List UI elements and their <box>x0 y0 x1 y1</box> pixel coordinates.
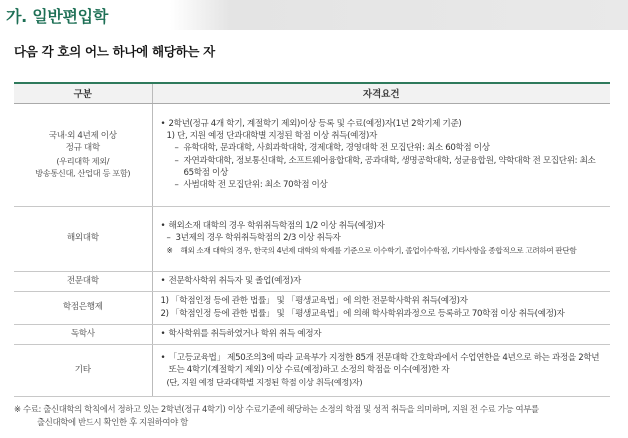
requirement-line <box>161 376 605 388</box>
header-requirements: 자격요건 <box>152 83 610 103</box>
row-requirements <box>152 271 610 291</box>
requirement-line <box>161 328 605 340</box>
bullet-marker: • <box>160 352 166 363</box>
requirement-line <box>161 352 605 376</box>
row-category <box>14 271 152 291</box>
section-heading-bar <box>0 0 628 30</box>
category-line: 방송통신대, 산업대 등 포함) <box>35 167 131 178</box>
requirement-line <box>161 220 605 232</box>
row-requirements <box>152 206 610 271</box>
row-requirements <box>152 324 610 344</box>
category-line: 독학사 <box>70 328 95 339</box>
requirement-line <box>161 295 605 307</box>
section-title: 가. 일반편입학 <box>6 6 108 26</box>
requirement-text: 2학년(정규 4개 학기, 계절학기 제외)이상 등록 및 수료(예정)자(1년 2학기제 기준) <box>168 118 462 129</box>
category-line: 정규 대학 <box>65 143 100 154</box>
row-requirements <box>152 344 610 396</box>
requirement-text: 2) 「학점인정 등에 관한 법률」 및 「평생교육법」에 의해 학사학위과정으로 등록하고 70학점 이상 취득(예정)자 <box>160 308 565 319</box>
section-subtitle: 다음 각 호의 어느 하나에 해당하는 자 <box>14 44 215 59</box>
bullet-marker: • <box>160 275 166 286</box>
table-row <box>14 344 610 396</box>
requirement-text: 학사학위를 취득하였거나 학위 취득 예정자 <box>168 328 322 339</box>
table-row <box>14 291 610 324</box>
dash-marker: – <box>174 179 179 190</box>
table-row <box>14 206 610 271</box>
requirement-note <box>161 245 605 257</box>
requirement-line <box>161 130 605 142</box>
requirement-line <box>161 155 605 179</box>
row-category <box>14 103 152 206</box>
requirement-text: 자연과학대학, 정보통신대학, 소프트웨어융합대학, 공과대학, 생명공학대학, 성균융합원, 약학대학 전 모집단위: 최소 65학점 이상 <box>183 155 596 178</box>
category-line: 기타 <box>74 364 91 375</box>
row-requirements <box>152 103 610 206</box>
category-line: (우리대학 제외/ <box>56 155 110 166</box>
row-category <box>14 324 152 344</box>
requirement-line <box>161 142 605 154</box>
footnote <box>14 403 618 429</box>
bullet-marker: • <box>160 328 166 339</box>
dash-marker: – <box>166 233 171 244</box>
row-requirements <box>152 291 610 324</box>
category-line: 학점은행제 <box>62 302 103 313</box>
requirement-text: 1) 「학점인정 등에 관한 법률」 및 「평생교육법」에 의한 전문학사학위 취득(예정)자 <box>160 296 468 307</box>
requirement-line <box>161 275 605 287</box>
footnote-line: 출신대학에 반드시 확인한 후 지원하여야 함 <box>37 417 188 427</box>
requirement-line <box>161 308 605 320</box>
footnote-line: ※ 수료: 출신대학의 학칙에서 정하고 있는 2학년(정규 4학기) 이상 수료기준에 해당하는 소정의 학점 및 성적 취득을 의미하며, 지원 전 수료 가능 여부를 <box>14 404 539 414</box>
requirement-text: 유학대학, 문과대학, 사회과학대학, 경제대학, 경영대학 전 모집단위: 최소 60학점 이상 <box>183 143 490 154</box>
category-line: 전문대학 <box>66 275 99 286</box>
requirement-text: 1) 단, 지원 예정 단과대학별 지정된 학점 이상 취득(예정)자 <box>166 131 377 142</box>
requirement-text: (단, 지원 예정 단과대학별 지정된 학점 이상 취득(예정)자) <box>166 377 363 388</box>
header-category: 구분 <box>14 83 152 103</box>
table-header-row <box>14 83 610 103</box>
row-category <box>14 291 152 324</box>
requirement-text: 3년제의 경우 학위취득학점의 2/3 이상 취득자 <box>175 233 341 244</box>
dash-marker: – <box>174 155 179 166</box>
requirement-line <box>161 118 605 130</box>
bullet-marker: • <box>160 118 166 129</box>
category-line: 해외대학 <box>66 233 99 244</box>
table-row <box>14 324 610 344</box>
requirement-text: 「고등교육법」 제50조의3에 따라 교육부가 지정한 85개 전문대학 간호학과에서 수업연한을 4년으로 하는 과정을 2학년 또는 4학기(계절학기 제외) 이상 수료(예정)하고 소정의 학점을 이수(예정)한 자 <box>168 352 600 375</box>
requirement-line <box>161 179 605 191</box>
category-line: 국내·외 4년제 이상 <box>48 131 117 142</box>
dash-marker: – <box>174 143 179 154</box>
requirement-text: 전문학사학위 취득자 및 졸업(예정)자 <box>168 275 301 286</box>
row-category <box>14 206 152 271</box>
requirement-text: 사범대학 전 모집단위: 최소 70학점 이상 <box>183 179 328 190</box>
eligibility-table <box>14 82 610 397</box>
requirement-line <box>161 232 605 244</box>
bullet-marker: • <box>160 221 166 232</box>
note-marker: ※ <box>166 245 173 255</box>
requirement-text: 해외 소재 대학의 경우, 한국의 4년제 대학의 학제를 기준으로 이수학기, 졸업이수학점, 기타사항을 종합적으로 고려하여 판단함 <box>180 245 577 255</box>
requirement-text: 해외소재 대학의 경우 학위취득학점의 1/2 이상 취득(예정)자 <box>168 221 385 232</box>
row-category <box>14 344 152 396</box>
table-row <box>14 271 610 291</box>
table-row <box>14 103 610 206</box>
